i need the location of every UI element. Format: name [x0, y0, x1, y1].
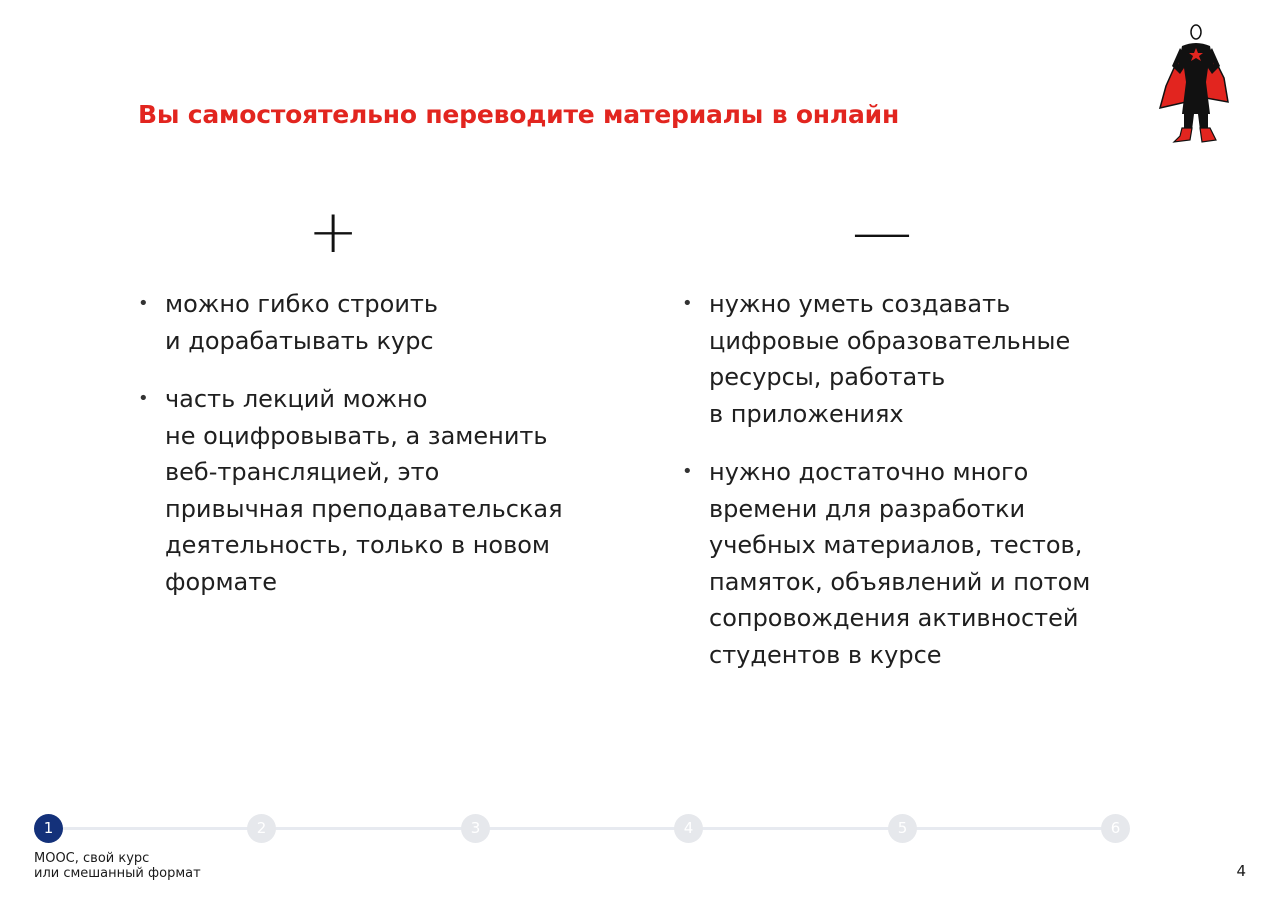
list-item: • часть лекций можно не оцифровывать, а заменить веб-трансляцией, это привычная преподавательская деятельность, только в новом формате — [138, 381, 608, 600]
pros-list — [138, 286, 608, 622]
progress-stepper — [34, 814, 1134, 844]
progress-track — [48, 827, 1120, 830]
step-3[interactable]: 3 — [461, 814, 490, 843]
superhero-icon — [1158, 22, 1234, 146]
slide-title: Вы самостоятельно переводите материалы в онлайн — [138, 100, 900, 129]
list-item: • можно гибко строить и дорабатывать курс — [138, 286, 608, 359]
active-step-caption: МООС, свой курс или смешанный формат — [34, 851, 201, 881]
step-5[interactable]: 5 — [888, 814, 917, 843]
plus-sign: + — [308, 197, 359, 267]
page-number: 4 — [1236, 862, 1246, 880]
step-1[interactable]: 1 — [34, 814, 63, 843]
minus-sign: — — [852, 197, 912, 267]
step-4[interactable]: 4 — [674, 814, 703, 843]
step-2[interactable]: 2 — [247, 814, 276, 843]
list-item: • нужно уметь создавать цифровые образовательные ресурсы, работать в приложениях — [682, 286, 1152, 432]
cons-list — [682, 286, 1152, 695]
list-item: • нужно достаточно много времени для разработки учебных материалов, тестов, памяток, объявлений и потом сопровождения активностей студентов в курсе — [682, 454, 1152, 673]
step-6[interactable]: 6 — [1101, 814, 1130, 843]
